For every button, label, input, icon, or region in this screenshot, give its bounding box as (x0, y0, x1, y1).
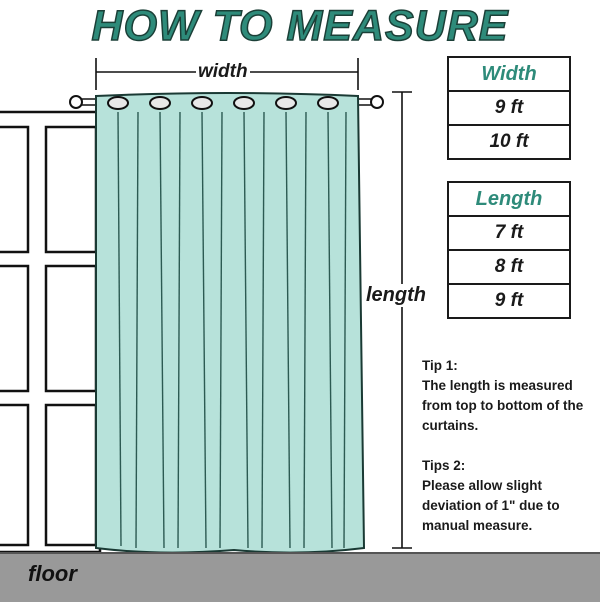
length-dimension (392, 92, 412, 548)
length-option: 8 ft (449, 249, 569, 283)
tip-2 (422, 456, 598, 536)
window-frame (0, 112, 100, 552)
width-label: width (198, 61, 248, 82)
width-option: 9 ft (449, 90, 569, 124)
tip-2-text: Please allow slight deviation of 1" due to manual measure. (422, 478, 560, 533)
width-option: 10 ft (449, 124, 569, 158)
length-table (447, 181, 571, 319)
tip-1-title: Tip 1: (422, 358, 458, 373)
width-table (447, 56, 571, 160)
tip-2-title: Tips 2: (422, 458, 466, 473)
length-option: 7 ft (449, 215, 569, 249)
width-table-header: Width (481, 62, 537, 85)
page-title: HOW TO MEASURE (91, 2, 509, 50)
floor-bar (0, 552, 600, 602)
tip-1 (422, 356, 598, 436)
floor-label: floor (28, 561, 77, 586)
length-table-header: Length (475, 187, 543, 210)
length-label: length (366, 284, 426, 306)
length-option: 9 ft (449, 283, 569, 317)
tip-1-text: The length is measured from top to bottom of the curtains. (422, 378, 584, 433)
